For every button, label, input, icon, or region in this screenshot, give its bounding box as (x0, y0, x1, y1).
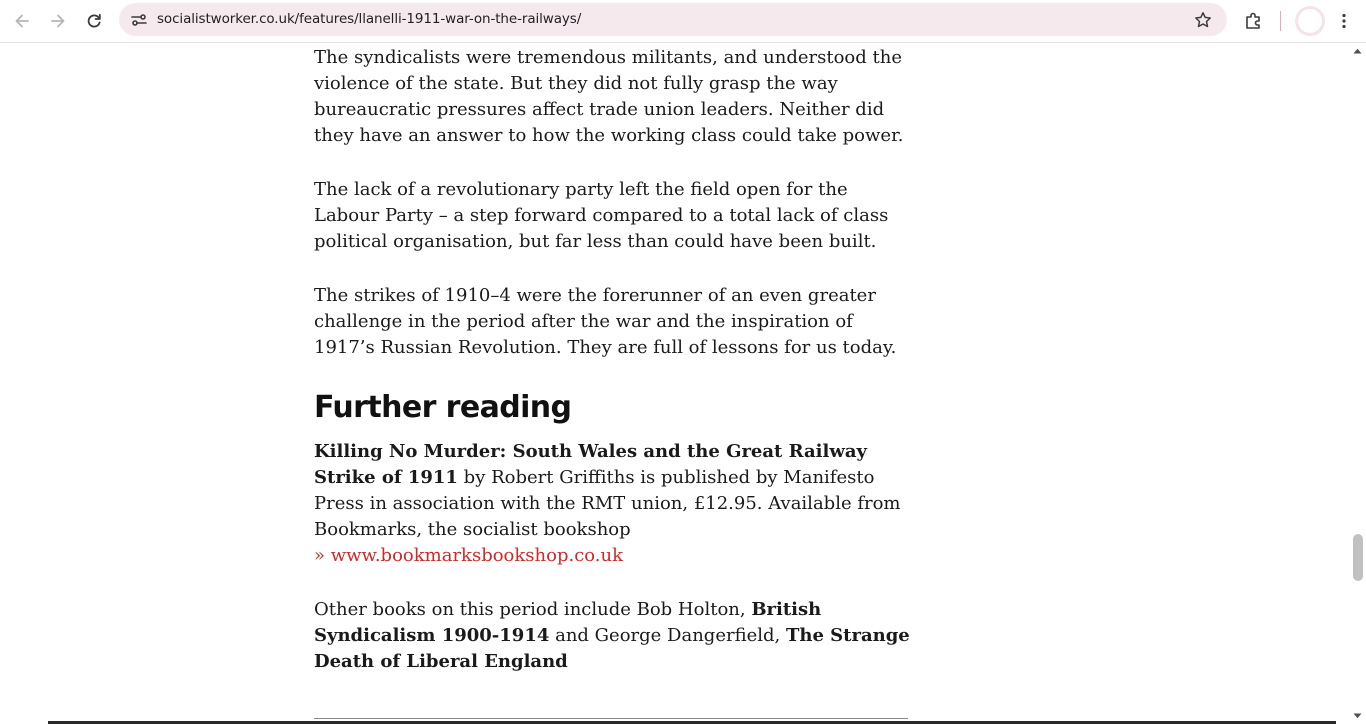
paragraph-strikes: The strikes of 1910–4 were the forerunner of an even greater challenge in the period after the war and the inspiration of 1917’s Russian Revolution. They are full of lessons for us today. (314, 285, 897, 358)
book-description: by Robert Griffiths is published by Manifesto Press in association with the RMT union, £12.95. Available from Bookmarks, the socialist bookshop (314, 467, 901, 540)
browser-toolbar (0, 0, 1366, 43)
scroll-down-arrow-icon[interactable] (1349, 708, 1366, 724)
other-books-paragraph (314, 597, 914, 675)
scrollbar-thumb[interactable] (1353, 534, 1363, 581)
three-dot-menu-icon[interactable] (1328, 5, 1360, 37)
section-divider (314, 718, 908, 719)
other-books-middle: and George Dangerfield, (549, 625, 786, 646)
scroll-up-arrow-icon[interactable] (1349, 43, 1366, 59)
section-heading-further-reading: Further reading (314, 390, 572, 425)
forward-arrow-icon[interactable] (42, 5, 74, 37)
paragraph-syndicalists: The syndicalists were tremendous militants, and understood the violence of the state. But they did not fully grasp the way bureaucratic pressures affect trade union leaders. Neither did they have an answer to how the working class could take power. (314, 47, 904, 146)
address-bar[interactable] (119, 3, 1227, 36)
reload-icon[interactable] (78, 5, 110, 37)
toolbar-divider (1280, 11, 1281, 31)
back-arrow-icon[interactable] (6, 5, 38, 37)
further-reading-entry (314, 439, 914, 569)
avatar[interactable] (1295, 6, 1325, 36)
url-text[interactable]: socialistworker.co.uk/features/llanelli-1911-war-on-the-railways/ (157, 11, 582, 27)
star-icon[interactable] (1191, 8, 1215, 32)
book-title-strange-death: The Strange Death of Liberal England (314, 625, 910, 672)
puzzle-icon[interactable] (1238, 5, 1270, 37)
page-scrollbar[interactable] (1349, 43, 1366, 724)
bookmarks-link[interactable]: » www.bookmarksbookshop.co.uk (314, 545, 624, 566)
site-settings-icon[interactable] (125, 6, 153, 34)
book-title-killing-no-murder: Killing No Murder: South Wales and the Great Railway Strike of 1911 (314, 441, 867, 488)
book-title-british-syndicalism: British Syndicalism 1900-1914 (314, 599, 822, 646)
other-books-intro: Other books on this period include Bob Holton, (314, 599, 752, 620)
paragraph-labour-party: The lack of a revolutionary party left the field open for the Labour Party – a step forward compared to a total lack of class political organisation, but far less than could have been built. (314, 179, 889, 252)
